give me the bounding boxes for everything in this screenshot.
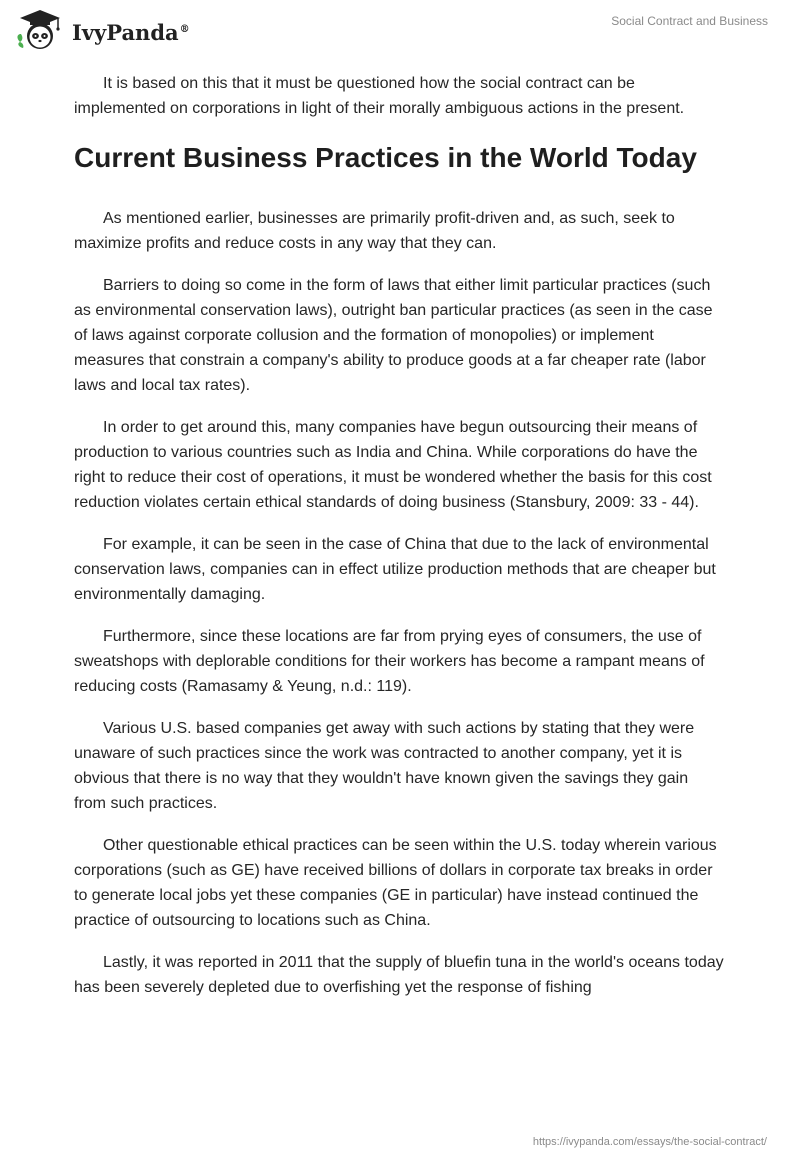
brand-label: IvyPanda (72, 19, 179, 45)
paragraph-3: In order to get around this, many companies have begun outsourcing their means of production to various countries such as India and China. While corporations do have the right to reduce their cost of operations, it must be wondered whether the basis for this cost reduction violates certain ethical standards of doing business (Stansbury, 2009: 33 - 44). (74, 419, 712, 511)
paragraph-5: Furthermore, since these locations are far from prying eyes of consumers, the use of sweatshops with deplorable conditions for their workers has become a rampant means of reducing costs (Ramasamy & Yeung, n.d.: 119). (74, 628, 705, 695)
intro-paragraph: It is based on this that it must be questioned how the social contract can be implemented on corporations in light of their morally ambiguous actions in the present. (74, 75, 685, 117)
paragraph-6: Various U.S. based companies get away with such actions by stating that they were unaware of such practices since the work was contracted to another company, yet it is obvious that there is no way that they wouldn't have known given the savings they gain from such practices. (74, 720, 695, 812)
document-title: Social Contract and Business (611, 14, 768, 28)
page-header (0, 0, 800, 60)
paragraph-8: Lastly, it was reported in 2011 that the supply of bluefin tuna in the world's oceans today has been severely depleted due to overfishing yet the response of fishing (74, 954, 724, 996)
paragraph-2: Barriers to doing so come in the form of laws that either limit particular practices (such as environmental conservation laws), outright ban particular practices (as seen in the case of laws against corporate collusion and the formation of monopolies) or implement measures that constrain a company's ability to produce goods at a far cheaper rate (labor laws and local tax rates). (74, 277, 713, 394)
brand-name (72, 20, 190, 45)
registered-mark: ® (179, 23, 190, 35)
paragraph-4: For example, it can be seen in the case of China that due to the lack of environmental conservation laws, companies can in effect utilize production methods that are cheaper but environmentally damaging. (74, 536, 716, 603)
ivypanda-logo[interactable] (14, 8, 190, 52)
paragraph-7: Other questionable ethical practices can be seen within the U.S. today wherein various corporations (such as GE) have received billions of dollars in corporate tax breaks in order to generate local jobs yet these companies (GE in particular) have instead continued the practice of outsourcing to locations such as China. (74, 837, 717, 929)
panda-graduate-icon (14, 8, 66, 52)
essay-content (74, 71, 724, 1017)
section-heading: Current Business Practices in the World Today (74, 142, 697, 173)
source-url[interactable]: https://ivypanda.com/essays/the-social-contract/ (532, 1136, 767, 1148)
paragraph-1: As mentioned earlier, businesses are primarily profit-driven and, as such, seek to maximize profits and reduce costs in any way that they can. (74, 210, 675, 252)
